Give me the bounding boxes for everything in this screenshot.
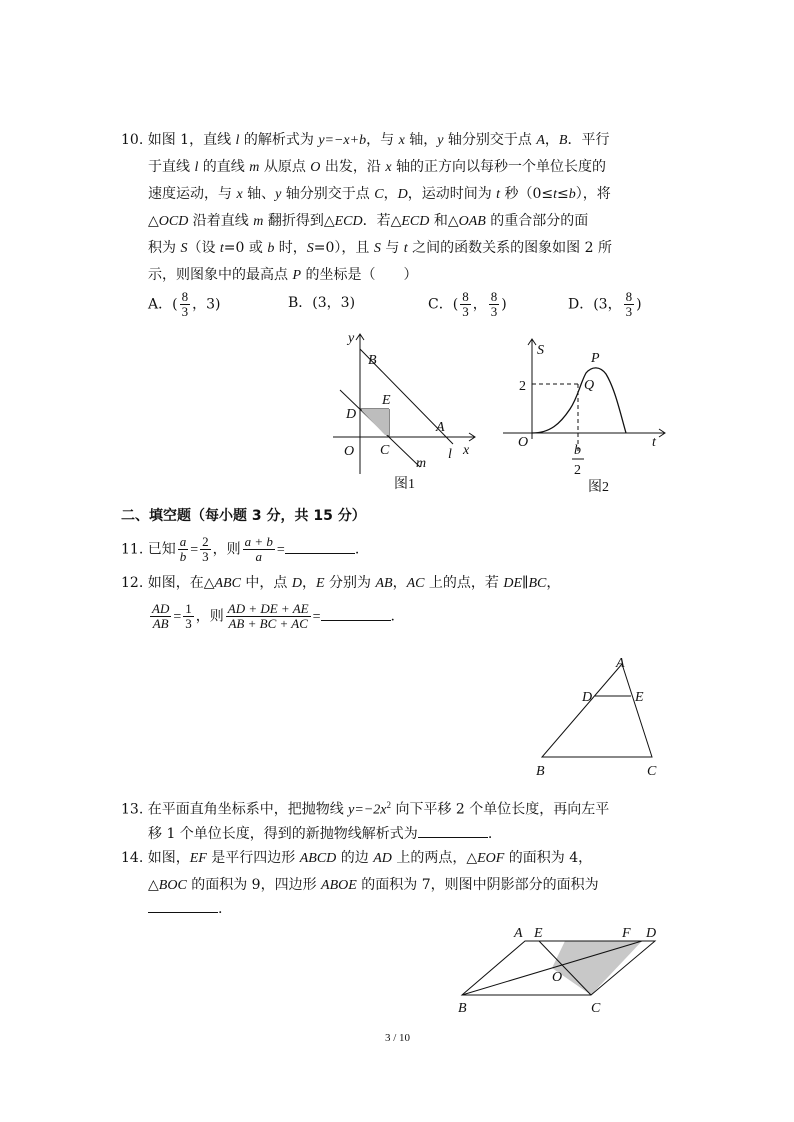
answer-blank[interactable] <box>148 898 218 913</box>
q10-option-d[interactable]: D．(3， $\frac{8}{3}$ ) <box>568 289 642 319</box>
q10-number: 10. <box>121 132 144 148</box>
label-q: Q <box>584 378 595 393</box>
label-o: O <box>518 435 529 450</box>
s-curve <box>532 368 626 433</box>
label-e: E <box>382 393 391 408</box>
label-b: B <box>368 353 377 368</box>
q10-figure-2 <box>500 334 670 496</box>
q10-option-b[interactable]: B．(3，3) <box>288 295 356 311</box>
label-e: E <box>635 690 644 705</box>
label-d: D <box>582 690 593 705</box>
label-o: O <box>344 444 355 459</box>
q11-line: 11. 已知 $\frac{a}{b}$ = $\frac{2}{3}$ ，则 $\frac{a + b}{a}$ = . <box>121 534 360 564</box>
q14-figure <box>450 920 670 1020</box>
page-number: 3 / 10 <box>385 1032 411 1044</box>
fraction: $\frac{8}{3}$ <box>462 289 469 319</box>
label-p: P <box>591 351 600 366</box>
fraction: $\frac{a + b}{a}$ <box>244 534 273 564</box>
q10-line-1: 10. 如图 1，直线 l 的解析式为 y=−x+b，与 x 轴，y 轴分别交于点 A，B．平行 <box>121 132 610 148</box>
fraction: $\frac{1}{3}$ <box>185 601 192 631</box>
label-a: A <box>616 656 625 671</box>
label-f: F <box>622 926 631 941</box>
q10-option-c[interactable]: C．( $\frac{8}{3}$ ， $\frac{8}{3}$ ) <box>428 289 507 319</box>
q10-line-2: 于直线 l 的直线 m 从原点 O 出发，沿 x 轴的正方向以每秒一个单位长度的 <box>148 159 606 175</box>
label-e: E <box>534 926 543 941</box>
triangle-abc <box>542 664 652 757</box>
label-a: A <box>514 926 523 941</box>
label-l: l <box>448 447 452 462</box>
label-c: C <box>591 1001 601 1016</box>
q13-line-2: 移 1 个单位长度，得到的新抛物线解析式为 . <box>148 823 492 843</box>
q12-line-1: 12. 如图，在△ABC 中，点 D，E 分别为 AB，AC 上的点，若 DE∥BC， <box>121 575 561 591</box>
label-c: C <box>647 764 657 779</box>
q14-line-2: △BOC 的面积为 9，四边形 ABOE 的面积为 7，则图中阴影部分的面积为 <box>148 877 599 893</box>
label-c: C <box>380 443 390 458</box>
fraction: $\frac{8}{3}$ <box>181 289 189 319</box>
fraction: $\frac{8}{3}$ <box>490 289 498 319</box>
q10-option-a[interactable]: A．( $\frac{8}{3}$ ，3) <box>148 289 221 319</box>
label-2: 2 <box>519 379 526 394</box>
q12-line-2: $\frac{AD}{AB}$ = $\frac{1}{3}$ ，则 $\frac{AD + DE + AE}{AB + BC + AC}$ = . <box>152 601 395 631</box>
q14-number: 14. <box>121 850 144 866</box>
label-b: B <box>458 1001 467 1016</box>
section-heading: 二、填空题（每小题 3 分，共 15 分） <box>121 508 366 524</box>
q10-figure-1 <box>328 322 478 492</box>
q13-line-1: 13. 在平面直角坐标系中，把抛物线 $y=-2x^2$ 向下平移 2 个单位长度，再向左平 <box>121 800 610 818</box>
fraction: $\frac{AD + DE + AE}{AB + BC + AC}$ <box>227 601 309 631</box>
q12-figure <box>530 652 670 780</box>
q12-number: 12. <box>121 575 144 591</box>
label-x: x <box>463 443 470 458</box>
q14-line-3: . <box>148 898 222 918</box>
answer-blank[interactable] <box>418 823 488 838</box>
label-m: m <box>416 456 427 471</box>
label-o: O <box>552 970 563 985</box>
label-y: y <box>348 331 355 346</box>
fraction: $\frac{2}{3}$ <box>202 534 209 564</box>
answer-blank[interactable] <box>321 606 391 621</box>
label-a: A <box>436 420 445 435</box>
label-2-denominator: 2 <box>574 463 581 478</box>
answer-blank[interactable] <box>285 539 355 554</box>
q13-number: 13. <box>121 801 144 818</box>
fraction: $\frac{8}{3}$ <box>625 289 633 319</box>
label-b: B <box>536 764 545 779</box>
q10-line-5: 积为 S（设 t=0 或 b 时，S=0），且 S 与 t 之间的函数关系的图象如图 2 所 <box>148 240 612 256</box>
shaded-overlap <box>362 409 389 435</box>
label-b: b <box>574 443 581 458</box>
figure-1-caption: 图1 <box>394 477 415 492</box>
label-t: t <box>652 435 656 450</box>
label-d: D <box>646 926 657 941</box>
q10-line-6: 示，则图象中的最高点 P 的坐标是（ ） <box>148 267 418 283</box>
fraction: $\frac{a}{b}$ <box>179 534 187 564</box>
q10-line-4: △OCD 沿着直线 m 翻折得到△ECD．若△ECD 和△OAB 的重合部分的面 <box>148 213 589 229</box>
label-s: S <box>537 343 544 358</box>
fraction: $\frac{AD}{AB}$ <box>152 601 170 631</box>
figure-2-caption: 图2 <box>588 480 609 495</box>
q10-line-3: 速度运动，与 x 轴、y 轴分别交于点 C，D，运动时间为 t 秒（0≤t≤b），将 <box>148 186 611 202</box>
label-d: D <box>346 407 357 422</box>
q14-line-1: 14. 如图，EF 是平行四边形 ABCD 的边 AD 上的两点，△EOF 的面积为 4， <box>121 850 593 866</box>
q11-number: 11. <box>121 541 144 558</box>
